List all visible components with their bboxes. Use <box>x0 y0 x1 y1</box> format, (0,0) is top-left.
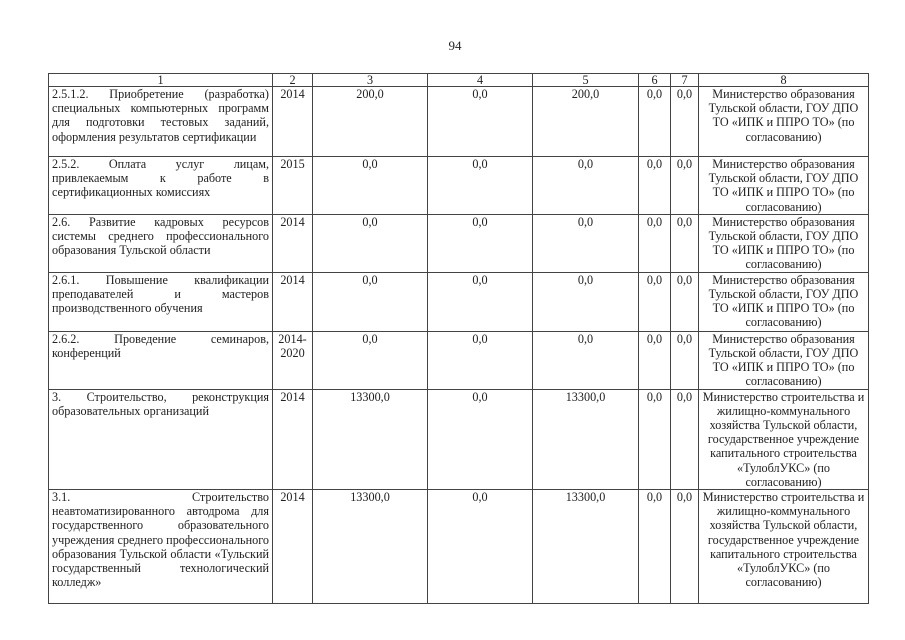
col4-value: 0,0 <box>428 389 533 489</box>
col5-value: 13300,0 <box>533 389 639 489</box>
executor-cell: Министерство образования Тульской области, ГОУ ДПО ТО «ИПК и ППРО ТО» (по согласованию) <box>699 272 869 331</box>
table-row <box>49 214 869 272</box>
col5-value: 0,0 <box>533 214 639 272</box>
measure-name: 2.6.2. Проведение семинаров, конференций <box>49 331 273 389</box>
header-cell: 7 <box>671 74 699 87</box>
table-row <box>49 157 869 215</box>
measure-name: 2.5.2. Оплата услуг лицам, привлекаемым к работе в сертификационных комиссиях <box>49 157 273 215</box>
measure-name: 2.6. Развитие кадровых ресурсов системы среднего профессионального образования Тульской области <box>49 214 273 272</box>
header-cell: 1 <box>49 74 273 87</box>
year-cell: 2014 <box>273 389 313 489</box>
header-cell: 3 <box>313 74 428 87</box>
measure-name: 2.6.1. Повышение квалификации преподавателей и мастеров производственного обучения <box>49 272 273 331</box>
col7-value: 0,0 <box>671 87 699 157</box>
col6-value: 0,0 <box>639 331 671 389</box>
page-number: 94 <box>448 38 462 53</box>
col7-value: 0,0 <box>671 389 699 489</box>
col6-value: 0,0 <box>639 87 671 157</box>
col7-value: 0,0 <box>671 157 699 215</box>
col3-value: 13300,0 <box>313 490 428 604</box>
executor-cell: Министерство образования Тульской области, ГОУ ДПО ТО «ИПК и ППРО ТО» (по согласованию) <box>699 331 869 389</box>
col4-value: 0,0 <box>428 272 533 331</box>
col4-value: 0,0 <box>428 157 533 215</box>
col3-value: 13300,0 <box>313 389 428 489</box>
header-cell: 4 <box>428 74 533 87</box>
col7-value: 0,0 <box>671 490 699 604</box>
year-cell: 2014 <box>273 214 313 272</box>
col5-value: 0,0 <box>533 272 639 331</box>
col5-value: 13300,0 <box>533 490 639 604</box>
col7-value: 0,0 <box>671 214 699 272</box>
header-cell: 6 <box>639 74 671 87</box>
executor-cell: Министерство образования Тульской области, ГОУ ДПО ТО «ИПК и ППРО ТО» (по согласованию) <box>699 214 869 272</box>
col5-value: 0,0 <box>533 157 639 215</box>
col6-value: 0,0 <box>639 490 671 604</box>
year-cell: 2014 <box>273 272 313 331</box>
col6-value: 0,0 <box>639 157 671 215</box>
measure-name: 2.5.1.2. Приобретение (разработка) специальных компьютерных программ для подготовки тестовых заданий, оформления результатов сертификации <box>49 87 273 157</box>
col4-value: 0,0 <box>428 87 533 157</box>
col6-value: 0,0 <box>639 214 671 272</box>
measure-name: 3. Строительство, реконструкция образовательных организаций <box>49 389 273 489</box>
executor-cell: Министерство образования Тульской области, ГОУ ДПО ТО «ИПК и ППРО ТО» (по согласованию) <box>699 87 869 157</box>
year-cell: 2014-2020 <box>273 331 313 389</box>
table-row <box>49 490 869 604</box>
table-row <box>49 389 869 489</box>
year-cell: 2014 <box>273 87 313 157</box>
table-row <box>49 87 869 157</box>
col6-value: 0,0 <box>639 272 671 331</box>
col4-value: 0,0 <box>428 490 533 604</box>
header-cell: 2 <box>273 74 313 87</box>
executor-cell: Министерство образования Тульской области, ГОУ ДПО ТО «ИПК и ППРО ТО» (по согласованию) <box>699 157 869 215</box>
executor-cell: Министерство строительства и жилищно-коммунального хозяйства Тульской области, государственное учреждение капитального строительства «ТулоблУКС» (по согласованию) <box>699 389 869 489</box>
header-cell: 8 <box>699 74 869 87</box>
col7-value: 0,0 <box>671 272 699 331</box>
table-row <box>49 331 869 389</box>
col3-value: 0,0 <box>313 157 428 215</box>
col3-value: 0,0 <box>313 272 428 331</box>
program-table <box>48 73 869 604</box>
col3-value: 200,0 <box>313 87 428 157</box>
executor-cell: Министерство строительства и жилищно-коммунального хозяйства Тульской области, государственное учреждение капитального строительства «ТулоблУКС» (по согласованию) <box>699 490 869 604</box>
year-cell: 2015 <box>273 157 313 215</box>
year-cell: 2014 <box>273 490 313 604</box>
col3-value: 0,0 <box>313 331 428 389</box>
measure-name: 3.1. Строительство неавтоматизированного автодрома для государственного образовательного учреждения среднего профессионального образования Тульской области «Тульский государственный технологический колледж» <box>49 490 273 604</box>
col6-value: 0,0 <box>639 389 671 489</box>
header-row <box>49 74 869 87</box>
col4-value: 0,0 <box>428 331 533 389</box>
header-cell: 5 <box>533 74 639 87</box>
col5-value: 200,0 <box>533 87 639 157</box>
col5-value: 0,0 <box>533 331 639 389</box>
col3-value: 0,0 <box>313 214 428 272</box>
col4-value: 0,0 <box>428 214 533 272</box>
table-row <box>49 272 869 331</box>
col7-value: 0,0 <box>671 331 699 389</box>
